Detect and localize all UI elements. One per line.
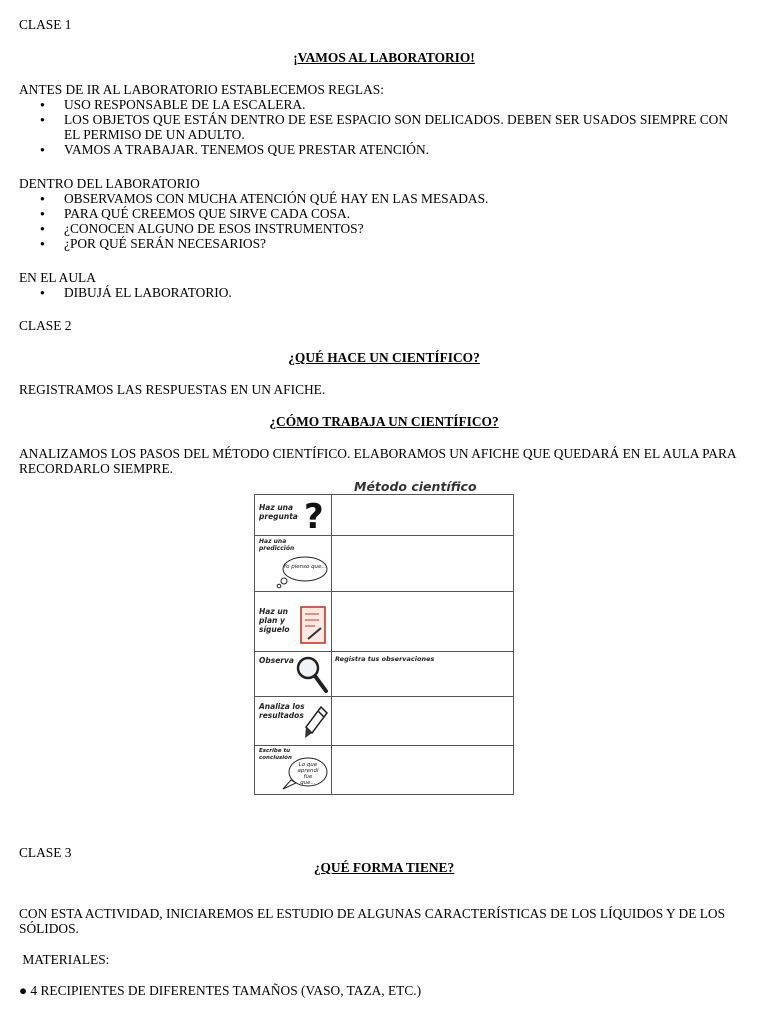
step-label: Haz una predicción: [259, 538, 295, 552]
list-item: ● ¿CONOCEN ALGUNO DE ESOS INSTRUMENTOS?: [64, 221, 768, 236]
magnifying-glass-icon: [295, 655, 329, 695]
list-item: ● PARA QUÉ CREEMOS QUE SIRVE CADA COSA.: [64, 206, 768, 221]
conclusion-bubble-text: Lo que aprendí fue que...: [297, 762, 319, 786]
thought-bubble-icon: [275, 553, 329, 589]
clase1-title: ¡VAMOS AL LABORATORIO!: [293, 50, 475, 65]
table-row: [255, 591, 513, 651]
table-row: [255, 745, 513, 794]
prediction-bubble-text: Yo pienso que...: [283, 564, 327, 570]
list-item: ● VAMOS A TRABAJAR. TENEMOS QUE PRESTAR ATENCIÓN.: [64, 142, 768, 157]
clase3-text: CON ESTA ACTIVIDAD, INICIAREMOS EL ESTUDIO DE ALGUNAS CARACTERÍSTICAS DE LOS LÍQUIDOS Y DE LOS SÓLIDOS.: [19, 906, 726, 936]
list-item: ● LOS OBJETOS QUE ESTÁN DENTRO DE ESE ESPACIO SON DELICADOS. DEBEN SER USADOS SIEMPRE CON EL PERMISO DE UN ADULTO.: [64, 112, 744, 142]
observe-note: Registra tus observaciones: [335, 655, 435, 663]
list-item: ● USO RESPONSABLE DE LA ESCALERA.: [64, 97, 768, 112]
list-item: ● DIBUJÁ EL LABORATORIO.: [64, 285, 768, 300]
checklist-icon: [299, 605, 327, 645]
table-row: [255, 495, 513, 535]
lab-heading: DENTRO DEL LABORATORIO: [19, 176, 200, 191]
aula-list: [19, 285, 768, 300]
clase3-title: ¿QUÉ FORMA TIENE?: [313, 860, 455, 875]
material-item-1: ● 4 RECIPIENTES DE DIFERENTES TAMAÑOS (VASO, TAZA, ETC.): [19, 983, 422, 998]
step-label: Haz una pregunta: [259, 503, 298, 521]
svg-text:?: ?: [304, 498, 324, 532]
clase1-label: CLASE 1: [19, 17, 72, 32]
table-row: [255, 535, 513, 591]
table-row: [255, 651, 513, 696]
lab-list: [19, 191, 768, 251]
figure-title: Método científico: [354, 479, 477, 494]
clase2-title2: ¿CÓMO TRABAJA UN CIENTÍFICO?: [269, 414, 499, 429]
method-table: [254, 494, 514, 795]
clase2-title1: ¿QUÉ HACE UN CIENTÍFICO?: [288, 350, 480, 365]
pencil-icon: [303, 705, 329, 741]
table-row: [255, 696, 513, 745]
clase3-label: CLASE 3: [19, 845, 72, 860]
aula-heading: EN EL AULA: [19, 270, 96, 285]
clase2-text2: ANALIZAMOS LOS PASOS DEL MÉTODO CIENTÍFICO. ELABORAMOS UN AFICHE QUE QUEDARÁ EN EL AULA PARA RECORDARLO SIEMPRE.: [19, 446, 736, 476]
clase2-text1: REGISTRAMOS LAS RESPUESTAS EN UN AFICHE.: [19, 382, 326, 397]
rules-list: [19, 97, 768, 157]
step-label: Escribe tu conclusión: [259, 748, 292, 761]
rules-intro: ANTES DE IR AL LABORATORIO ESTABLECEMOS REGLAS:: [19, 82, 384, 97]
list-item: ● ¿POR QUÉ SERÁN NECESARIOS?: [64, 236, 768, 251]
list-item: ● OBSERVAMOS CON MUCHA ATENCIÓN QUÉ HAY EN LAS MESADAS.: [64, 191, 768, 206]
step-label: Haz un plan y síguelo: [259, 607, 290, 634]
step-label: Observa: [259, 656, 294, 665]
materials-heading: MATERIALES:: [19, 952, 110, 967]
step-label: Analiza los resultados: [259, 702, 305, 720]
question-mark-icon: [302, 498, 326, 532]
scientific-method-figure: [254, 477, 514, 793]
clase2-label: CLASE 2: [19, 318, 72, 333]
